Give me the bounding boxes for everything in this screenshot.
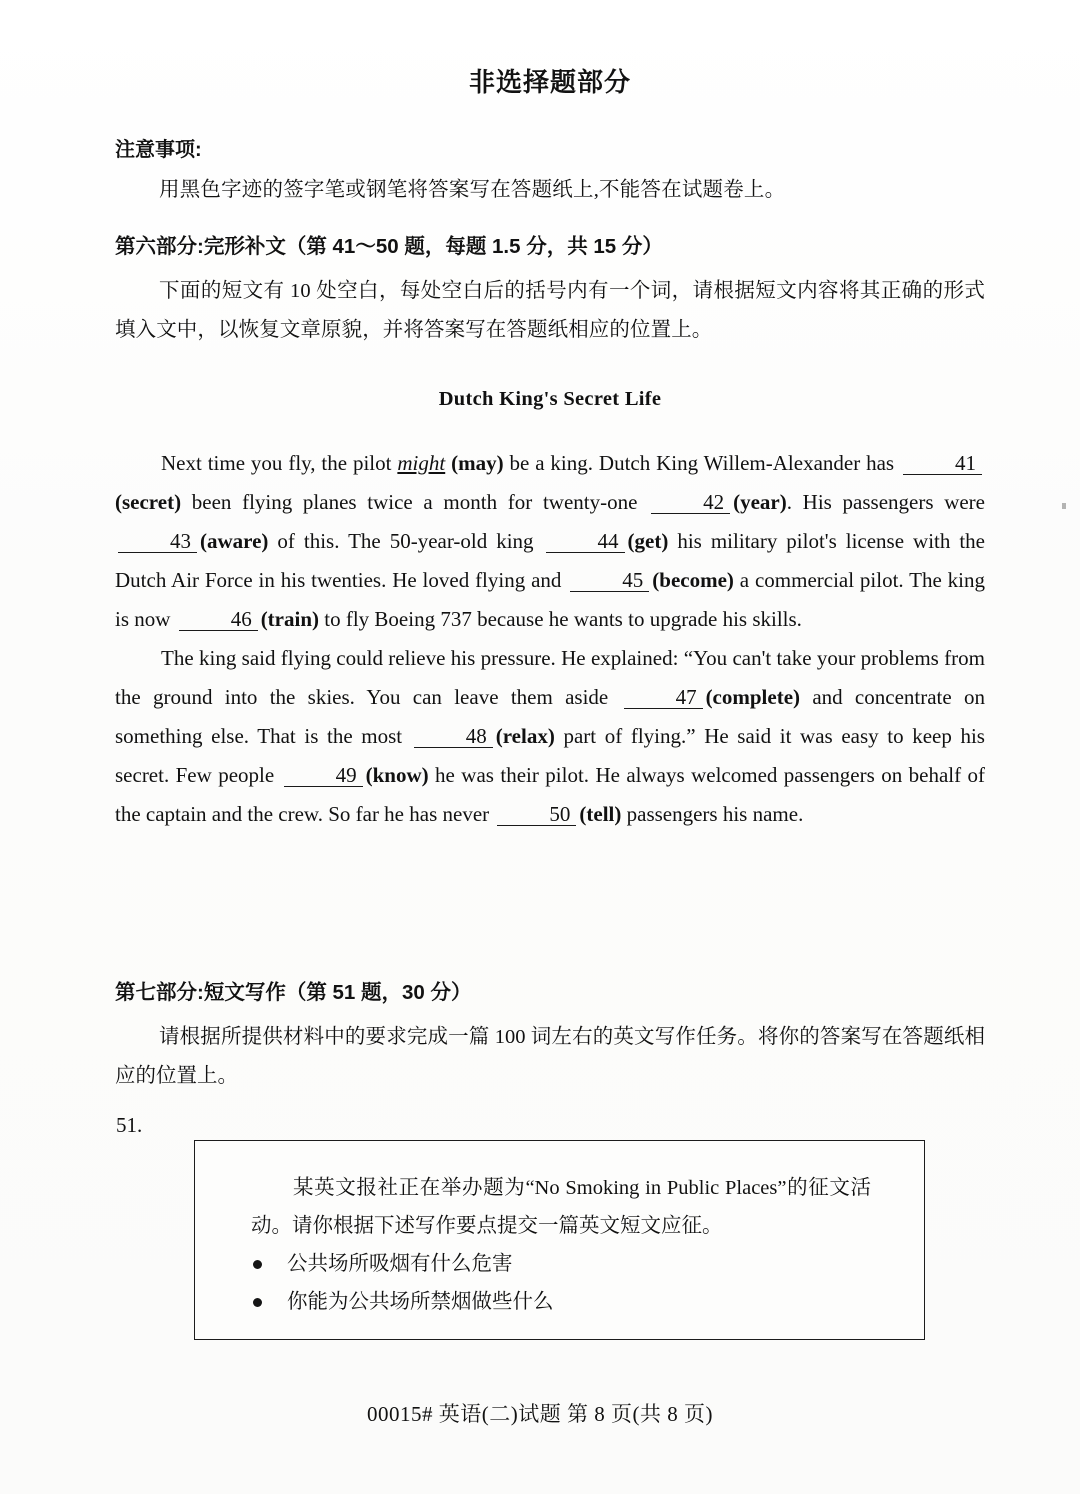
- cue-word: (year): [733, 490, 787, 514]
- page-title: 非选择题部分: [468, 67, 631, 97]
- passage-text: Next time you fly, the pilot: [161, 451, 398, 475]
- writing-prompt-text: 某英文报社正在举办题为“No Smoking in Public Places”的征文活动。请你根据下述写作要点提交一篇英文短文应征。: [251, 1177, 871, 1237]
- part-seven-instructions: 请根据所提供材料中的要求完成一篇 100 词左右的英文写作任务。将你的答案写在答题纸相应的位置上。: [115, 1026, 985, 1087]
- passage-text: part of flying.” He said it was easy to keep his secret. Few people: [115, 724, 985, 787]
- blank-49[interactable]: 49: [284, 764, 363, 787]
- cue-word: (complete): [705, 685, 801, 709]
- blank-43[interactable]: 43: [118, 530, 197, 553]
- cue-word: (relax): [495, 724, 555, 748]
- blank-46[interactable]: 46: [179, 608, 258, 631]
- part-six-heading: 第六部分:完形补文（第 41～50 题，每题 1.5 分，共 15 分）: [115, 235, 663, 258]
- page-footer: 00015# 英语(二)试题 第 8 页(共 8 页): [367, 1402, 713, 1426]
- blank-50[interactable]: 50: [497, 803, 576, 826]
- blank-48[interactable]: 48: [414, 725, 493, 748]
- example-answer: might: [397, 451, 446, 475]
- cue-word: (train): [260, 607, 320, 631]
- passage-title: Dutch King's Secret Life: [438, 388, 662, 410]
- cue-word: (know): [365, 763, 429, 787]
- passage-paragraph-1: [115, 444, 985, 639]
- writing-points-list: [251, 1245, 554, 1321]
- passage-text: and concentrate on something else. That is the most: [115, 685, 985, 748]
- cloze-passage: [115, 444, 985, 834]
- passage-paragraph-2: [115, 639, 985, 834]
- scan-artifact: [1062, 503, 1066, 509]
- cue-word: (aware): [200, 529, 269, 553]
- passage-text: been flying planes twice a month for twenty-one: [181, 490, 649, 514]
- blank-41[interactable]: 41: [903, 452, 982, 475]
- cue-word: (secret): [115, 490, 182, 514]
- cue-word: (get): [627, 529, 669, 553]
- list-item: [251, 1245, 554, 1283]
- blank-45[interactable]: 45: [570, 569, 649, 592]
- blank-44[interactable]: 44: [546, 530, 625, 553]
- blank-42[interactable]: 42: [651, 491, 730, 514]
- passage-text: passengers his name.: [621, 802, 804, 826]
- passage-text: of this. The 50-year-old king: [268, 529, 543, 553]
- passage-text: a commercial pilot. The king is now: [115, 568, 986, 631]
- cue-word: (tell): [579, 802, 622, 826]
- cue-word: (become): [652, 568, 734, 592]
- blank-47[interactable]: 47: [624, 686, 703, 709]
- part-six-instructions: 下面的短文有 10 处空白，每处空白后的括号内有一个词，请根据短文内容将其正确的形式填入文中，以恢复文章原貌，并将答案写在答题纸相应的位置上。: [115, 280, 985, 341]
- list-item-label: 你能为公共场所禁烟做些什么: [287, 1291, 554, 1313]
- list-item-label: 公共场所吸烟有什么危害: [287, 1253, 513, 1275]
- bullet-dot-icon: [253, 1260, 262, 1269]
- part-seven-heading: 第七部分:短文写作（第 51 题，30 分）: [115, 981, 472, 1004]
- passage-text: his military pilot's license with the Dutch Air Force in his twenties. He loved flying and: [115, 529, 985, 592]
- passage-text: to fly Boeing 737 because he wants to upgrade his skills.: [319, 607, 802, 631]
- notice-label: 注意事项:: [115, 139, 202, 161]
- passage-text: he was their pilot. He always welcomed passengers on behalf of the captain and the crew. So far he has never: [115, 763, 986, 826]
- question-number-51: 51.: [116, 1113, 143, 1137]
- writing-prompt-box: [194, 1140, 925, 1340]
- notice-text: 用黑色字迹的签字笔或钢笔将答案写在答题纸上,不能答在试题卷上。: [159, 179, 786, 201]
- bullet-dot-icon: [253, 1298, 262, 1307]
- list-item: [251, 1283, 554, 1321]
- cue-word: (may): [451, 451, 504, 475]
- passage-text: The king said flying could relieve his pressure. He explained: “You can't take your problems from the ground into the skies. You can leave them aside: [115, 646, 985, 709]
- passage-text: . His passengers were: [786, 490, 986, 514]
- passage-text: be a king. Dutch King Willem-Alexander has: [503, 451, 900, 475]
